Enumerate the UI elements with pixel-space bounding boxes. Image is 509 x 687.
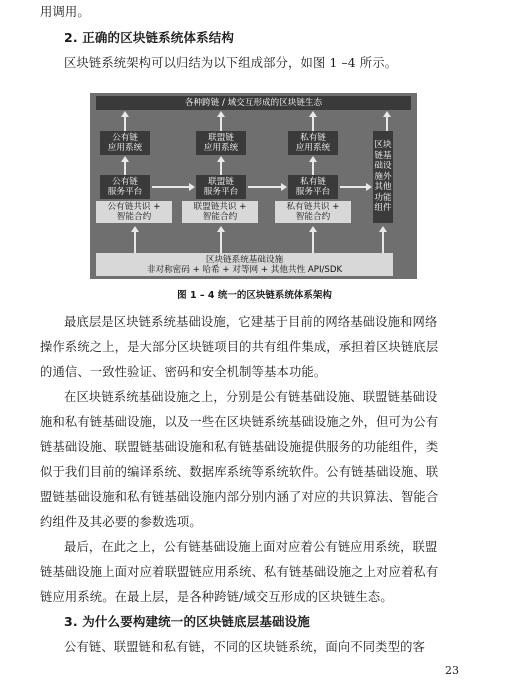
arrow-shaft [386,116,388,131]
arrow-shaft [220,116,222,131]
text-line: 最后，在此之上，公有链基础设施上面对应着公有链应用系统，联盟 [64,540,438,554]
arrow-shaft [382,231,384,253]
arrow-up [383,111,391,117]
consortium-service-box: 联盟链 服务平台 [196,175,246,199]
public-app-box: 公有链 应用系统 [100,131,150,155]
public-consensus-box: 公有链共识 + 智能合约 [96,201,172,223]
arrow-shaft [312,161,314,175]
arrow-up [309,226,317,232]
arrow-shaft [312,116,314,131]
consortium-consensus-box: 联盟链共识 + 智能合约 [182,201,258,223]
arrow-right [366,183,372,191]
consortium-app-box: 联盟链 应用系统 [196,131,246,155]
section-heading: 3. 为什么要构建统一的区块链底层基础设施 [64,614,310,629]
ecosystem-box: 各种跨链 / 域交互形成的区块链生态 [96,96,411,110]
text-line: 约组件及其必要的参数选项。 [40,515,202,529]
architecture-diagram [90,93,417,279]
text-line: 用调用。 [40,5,90,19]
arrow-up [217,111,225,117]
arrow-shaft [152,186,190,188]
arrow-shaft [340,186,367,188]
public-service-box: 公有链 服务平台 [100,175,150,199]
arrow-up [379,226,387,232]
text-line: 在区块链系统基础设施之上，分别是公有链基础设施、联盟链基础设 [64,390,438,404]
arrow-up [217,156,225,162]
arrow-up [131,226,139,232]
text-line: 的通信、一致性验证、密码和安全机制等基本功能。 [40,365,327,379]
text-line: 链应用系统。在最上层，是各种跨链/域交互形成的区块链生态。 [40,590,393,604]
base-infrastructure-box: 区块链系统基础设施 非对称密码 + 哈希 + 对等网 + 其他共性 API/SDK [96,253,393,276]
arrow-right [281,183,287,191]
text-line: 施和私有链基础设施，以及一些在区块链系统基础设施之外，但可为公有 [40,415,439,429]
arrow-up [309,156,317,162]
arrow-shaft [124,116,126,131]
page-number: 23 [445,664,459,677]
text-line: 似于我们目前的编译系统、数据库系统等系统软件。公有链基础设施、联 [40,465,439,479]
arrow-right [189,183,195,191]
text-line: 区块链系统架构可以归结为以下组成部分，如图 1 –4 所示。 [64,56,398,70]
arrow-shaft [220,231,222,253]
arrow-shaft [124,161,126,175]
arrow-up [217,226,225,232]
arrow-shaft [312,231,314,253]
arrow-up [309,111,317,117]
section-heading: 2. 正确的区块链系统体系结构 [64,30,235,45]
arrow-shaft [248,186,282,188]
arrow-shaft [220,161,222,175]
private-app-box: 私有链 应用系统 [288,131,338,155]
text-line: 链基础设施上面对应着联盟链应用系统、私有链基础设施之上对应着私有 [40,565,439,579]
text-line: 最底层是区块链系统基础设施，它建基于目前的网络基础设施和网络 [64,315,438,329]
text-line: 操作系统之上，是大部分区块链项目的共有组件集成，承担着区块链底层 [40,340,439,354]
text-line: 盟链基础设施和私有链基础设施内部分别内涵了对应的共识算法、智能合 [40,490,439,504]
text-line: 公有链、联盟链和私有链，不同的区块链系统，面向不同类型的客 [64,640,425,654]
side-components-box: 区块链基础设施外其他功能组件 [373,131,393,223]
arrow-up [121,156,129,162]
private-consensus-box: 私有链共识 + 智能合约 [275,201,351,223]
arrow-shaft [134,231,136,253]
private-service-box: 私有链 服务平台 [288,175,338,199]
text-line: 链基础设施、联盟链基础设施和私有链基础设施提供服务的功能组件，类 [40,440,439,454]
arrow-up [121,111,129,117]
figure-caption: 图 1 – 4 统一的区块链系统体系架构 [177,290,332,301]
